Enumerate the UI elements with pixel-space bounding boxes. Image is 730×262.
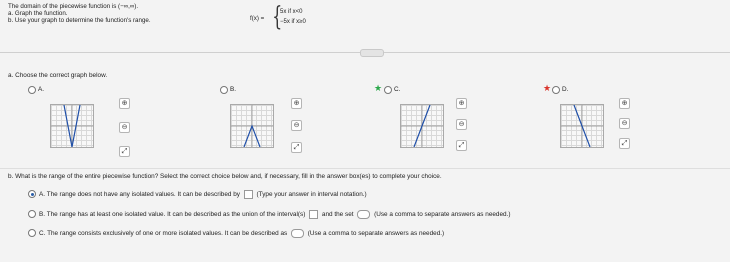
range-choice-a-radio[interactable]	[28, 190, 36, 198]
range-choice-b[interactable]	[28, 210, 588, 219]
graph-c	[400, 104, 444, 148]
choice-c-text: The range consists exclusively of one or more isolated values. It can be described as	[47, 230, 288, 238]
range-answer-box[interactable]	[244, 190, 253, 199]
graph-c-lines	[401, 105, 443, 147]
option-a-radio[interactable]	[28, 86, 36, 94]
option-d-radio[interactable]	[552, 86, 560, 94]
part-a-instruction: a. Graph the function.	[8, 10, 68, 17]
expand-icon[interactable]: ⤢	[456, 140, 467, 151]
zoom-out-icon[interactable]: ⊖	[119, 122, 130, 133]
option-d-label: D.	[562, 86, 569, 93]
graph-a-lines	[51, 105, 93, 147]
range-choice-c[interactable]	[28, 229, 588, 238]
choice-c-hint: (Use a comma to separate answers as needed.)	[307, 230, 445, 238]
isolated-values-answer-box[interactable]	[291, 229, 304, 238]
zoom-in-icon[interactable]: ⊕	[619, 98, 630, 109]
range-choice-b-radio[interactable]	[28, 210, 36, 218]
option-c-radio[interactable]	[384, 86, 392, 94]
option-b-radio[interactable]	[220, 86, 228, 94]
graph-a	[50, 104, 94, 148]
expand-icon[interactable]: ⤢	[619, 138, 630, 149]
zoom-in-icon[interactable]: ⊕	[119, 98, 130, 109]
interval-answer-box[interactable]	[309, 210, 318, 219]
graph-d	[560, 104, 604, 148]
choice-a-letter: A.	[39, 191, 46, 199]
option-c-label: C.	[394, 86, 401, 93]
part-b-instruction: b. Use your graph to determine the function's range.	[8, 17, 151, 24]
graph-d-lines	[561, 105, 603, 147]
range-choice-c-radio[interactable]	[28, 229, 36, 237]
expand-more-button[interactable]	[360, 49, 384, 57]
zoom-in-icon[interactable]: ⊕	[456, 98, 467, 109]
domain-statement: The domain of the piecewise function is (−∞,∞).	[8, 3, 139, 10]
choice-c-letter: C.	[39, 230, 46, 238]
part-b-prompt: b. What is the range of the entire piecewise function? Select the correct choice below and, if necessary, fill in the answer box(es) to complete your choice.	[8, 173, 442, 180]
range-choice-a[interactable]	[28, 190, 588, 199]
zoom-out-icon[interactable]: ⊖	[456, 119, 467, 130]
zoom-in-icon[interactable]: ⊕	[291, 98, 302, 109]
problem-header	[8, 3, 151, 24]
expand-icon[interactable]: ⤢	[119, 146, 130, 157]
choice-a-hint: (Type your answer in interval notation.)	[256, 191, 367, 199]
option-a-label: A.	[38, 86, 45, 93]
section-divider	[0, 168, 730, 169]
set-answer-box[interactable]	[357, 210, 370, 219]
zoom-out-icon[interactable]: ⊖	[291, 120, 302, 131]
function-pieces	[280, 7, 306, 27]
piece-1: 5x if x<0	[280, 9, 303, 15]
option-b-label: B.	[230, 86, 237, 93]
choice-b-text: The range has at least one isolated value. It can be described as the union of the interval(s)	[46, 211, 306, 219]
piecewise-brace: {	[272, 2, 283, 32]
choice-b-hint: (Use a comma to separate answers as needed.)	[374, 211, 511, 219]
choice-b-mid: and the set	[321, 211, 354, 219]
function-name: f(x) =	[250, 15, 265, 22]
piece-2: −5x if x≥0	[280, 19, 306, 25]
choice-a-text: The range does not have any isolated values. It can be described by	[46, 191, 240, 199]
zoom-out-icon[interactable]: ⊖	[619, 118, 630, 129]
star-icon: ★	[543, 83, 552, 93]
graph-b	[230, 104, 274, 148]
graph-b-lines	[231, 105, 273, 147]
choice-b-letter: B.	[39, 211, 46, 219]
star-icon: ★	[374, 83, 383, 93]
part-a-prompt: a. Choose the correct graph below.	[8, 72, 108, 79]
expand-icon[interactable]: ⤢	[291, 142, 302, 153]
